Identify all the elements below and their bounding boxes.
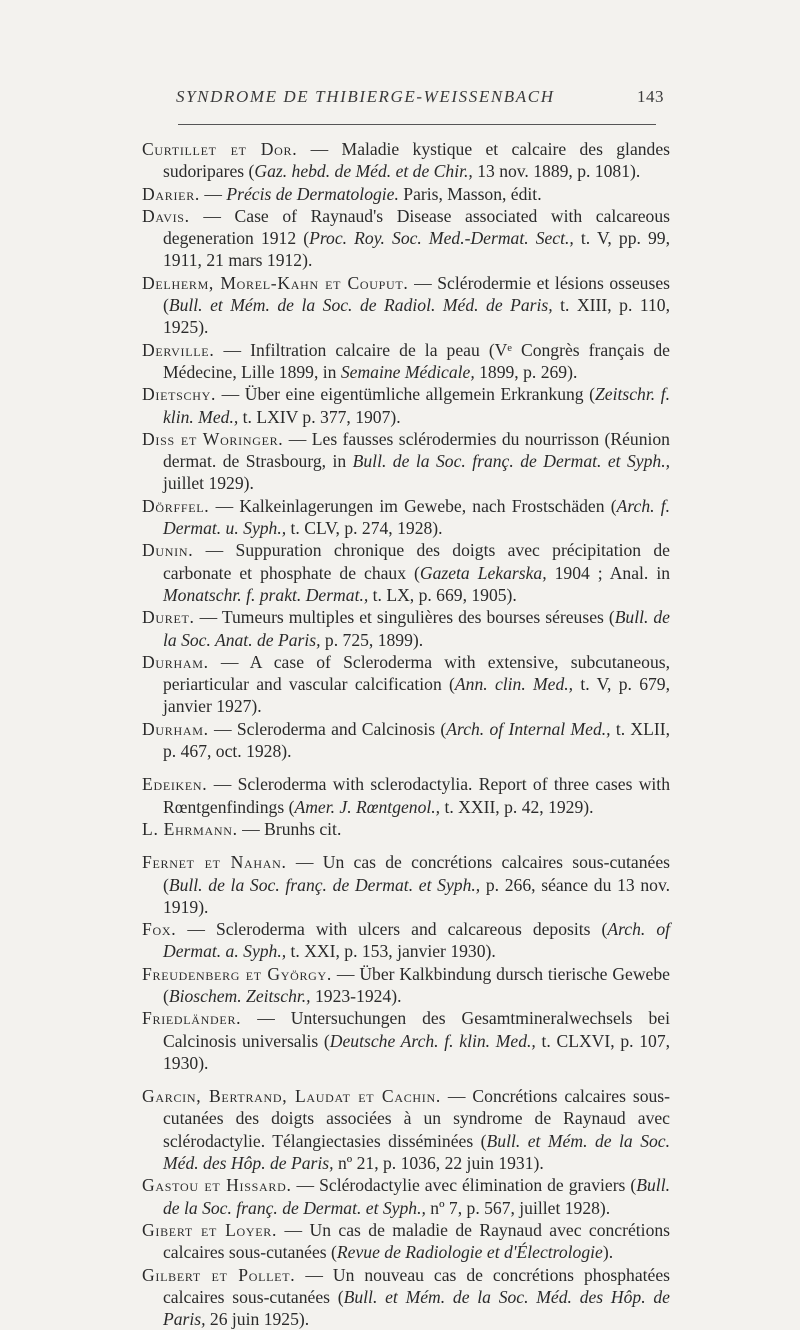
entry-authors: Dietschy. xyxy=(142,384,217,405)
entry-source: Amer. J. Rœntgenol., xyxy=(294,796,441,817)
entry-source: Arch. of Internal Med., xyxy=(446,718,611,739)
entry-text: t. XXII, p. 42, 1929). xyxy=(440,796,594,817)
entry-authors: Darier. xyxy=(142,183,201,204)
entry-source: Bull. et Mém. de la Soc. Méd. des Hôp. de Paris, xyxy=(163,1130,670,1174)
entry-source: Bull. et Mém. de la Soc. de Radiol. Méd. de Paris, xyxy=(168,295,553,316)
bibliography-entry xyxy=(142,1007,670,1074)
entry-text: t. XXI, p. 153, janvier 1930). xyxy=(286,941,496,962)
entry-source: Monatschr. f. prakt. Dermat., xyxy=(163,584,369,605)
entry-authors: Garcin, Bertrand, Laudat et Cachin. xyxy=(142,1086,441,1107)
entry-authors: Gastou et Hissard. xyxy=(142,1175,292,1196)
entry-authors: Dunin. xyxy=(142,540,194,561)
entry-authors: L. Ehrmann. xyxy=(142,818,238,839)
entry-authors: Fernet et Nahan. xyxy=(142,852,287,873)
entry-text: Paris, Masson, édit. xyxy=(398,183,542,204)
bibliography-entry xyxy=(142,606,670,651)
entry-source: Bull. de la Soc. franç. de Dermat. et Syph., xyxy=(163,1175,670,1218)
entry-text: t. CLXVI, p. 107, 1930). xyxy=(163,1030,671,1073)
entry-source: Bull. et Mém. de la Soc. Méd. des Hôp. de Paris, xyxy=(163,1286,670,1330)
entry-source: Bull. de la Soc. franç. de Dermat. et Syph., xyxy=(168,874,481,895)
entry-text: — Scleroderma and Calcinosis ( xyxy=(208,718,447,739)
bibliography-entry xyxy=(142,818,670,840)
bibliography-entry xyxy=(142,1219,670,1264)
entry-authors: Derville. xyxy=(142,339,215,360)
entry-text: — Maladie kystique et calcaire des glandes sudoripares ( xyxy=(163,139,670,182)
entry-authors: Friedländer. xyxy=(142,1008,242,1029)
entry-source: Revue de Radiologie et d'Électrologie xyxy=(336,1242,603,1263)
entry-text: — Scleroderma with ulcers and calcareous deposits ( xyxy=(176,919,608,940)
running-header xyxy=(176,87,664,107)
entry-source: Bioschem. Zeitschr., xyxy=(168,985,311,1006)
entry-text: t. XLII, p. 467, oct. 1928). xyxy=(163,718,671,762)
entry-text: — Kalkeinlagerungen im Gewebe, nach Frostschäden ( xyxy=(209,495,617,516)
entry-source: Semaine Médicale, xyxy=(340,361,475,382)
entry-text: 1899, p. 269). xyxy=(474,361,578,382)
bibliography-entry xyxy=(142,495,670,540)
entry-text: t. LX, p. 669, 1905). xyxy=(368,584,517,605)
entry-source: Bull. de la Soc. franç. de Dermat. et Syph., xyxy=(352,451,670,472)
entry-text: 1923-1924). xyxy=(310,985,402,1006)
entry-authors: Freudenberg et György. xyxy=(142,963,333,984)
entry-source: Bull. de la Soc. Anat. de Paris, xyxy=(163,607,670,650)
entry-text: — Case of Raynaud's Disease associated with calcareous degeneration 1912 ( xyxy=(163,205,670,249)
entry-text: p. 266, séance du 13 nov. 1919). xyxy=(163,874,671,917)
entry-text: t. V, pp. 99, 1911, 21 mars 1912). xyxy=(163,228,671,271)
entry-text: p. 725, 1899). xyxy=(320,629,424,650)
bibliography-entry xyxy=(142,138,670,183)
entry-authors: Davis. xyxy=(142,205,190,226)
entry-text: — Brunhs cit. xyxy=(237,818,342,839)
entry-text: — xyxy=(200,183,227,204)
bibliography-entry xyxy=(142,183,670,205)
entry-text: — Un nouveau cas de concrétions phosphatées calcaires sous-cutanées ( xyxy=(163,1264,670,1307)
entry-text: t. V, p. 679, janvier 1927). xyxy=(163,674,671,717)
bibliography-entry xyxy=(142,963,670,1008)
bibliography-entry xyxy=(142,1174,670,1219)
bibliography-list xyxy=(142,138,670,1330)
entry-authors: Dörffel. xyxy=(142,495,210,516)
bibliography-entry xyxy=(142,272,670,339)
entry-source: Précis de Dermatologie. xyxy=(226,183,399,204)
entry-text: — Scleroderma with sclerodactylia. Report of three cases with Rœntgenfindings ( xyxy=(163,774,670,817)
running-title: SYNDROME DE THIBIERGE-WEISSENBACH xyxy=(176,87,555,106)
bibliography-entry xyxy=(142,1264,670,1330)
entry-source: Gaz. hebd. de Méd. et de Chir., xyxy=(254,161,473,182)
bibliography-entry xyxy=(142,339,670,384)
entry-text: 13 nov. 1889, p. 1081). xyxy=(472,161,641,182)
bibliography-entry xyxy=(142,918,670,963)
entry-text: — Sclérodermie et lésions osseuses ( xyxy=(163,272,670,316)
entry-text: nº 7, p. 567, juillet 1928). xyxy=(425,1197,611,1218)
entry-text: — Un cas de maladie de Raynaud avec concrétions calcaires sous-cutanées ( xyxy=(163,1219,671,1263)
entry-authors: Gilbert et Pollet. xyxy=(142,1264,296,1285)
entry-source: Deutsche Arch. f. klin. Med., xyxy=(329,1030,536,1051)
page-number: 143 xyxy=(637,87,664,106)
entry-authors: Fox. xyxy=(142,919,177,940)
entry-text: — Sclérodactylie avec élimination de graviers ( xyxy=(291,1175,637,1196)
entry-authors: Duret. xyxy=(142,607,195,628)
bibliography-entry xyxy=(142,651,670,718)
entry-text: — Tumeurs multiples et singulières des bourses séreuses ( xyxy=(194,607,615,628)
entry-text: nº 21, p. 1036, 22 juin 1931). xyxy=(333,1153,544,1174)
header-rule xyxy=(178,124,656,125)
entry-text: t. CLV, p. 274, 1928). xyxy=(286,518,443,539)
entry-source: Proc. Roy. Soc. Med.-Dermat. Sect., xyxy=(309,228,574,249)
entry-source: Ann. clin. Med., xyxy=(454,674,574,695)
entry-source: Arch. of Dermat. a. Syph., xyxy=(163,919,670,962)
bibliography-entry xyxy=(142,773,670,818)
entry-text: — Untersuchungen des Gesamtmineralwechsels bei Calcinosis universalis ( xyxy=(163,1008,670,1051)
entry-source: Gazeta Lekarska, xyxy=(419,562,547,583)
entry-text: t. XIII, p. 110, 1925). xyxy=(163,295,670,338)
entry-authors: Diss et Woringer. xyxy=(142,428,284,449)
entry-text: — Concrétions calcaires sous-cutanées des doigts associées à un syndrome de Raynaud avec sclérodactylie. Télangiectasies disséminées ( xyxy=(163,1086,670,1151)
bibliography-entry xyxy=(142,1085,670,1174)
entry-text: 1904 ; Anal. in xyxy=(546,562,671,583)
bibliography-entry xyxy=(142,718,670,763)
entry-text: — A case of Scleroderma with extensive, subcutaneous, periarticular and vascular calcification ( xyxy=(163,651,670,695)
entry-text: juillet 1929). xyxy=(163,473,254,494)
bibliography-entry xyxy=(142,851,670,918)
bibliography-entry xyxy=(142,205,670,272)
entry-text: — Über Kalkbindung dursch tierische Gewebe ( xyxy=(163,963,670,1006)
entry-text: — Über eine eigentümliche allgemein Erkrankung ( xyxy=(216,384,596,405)
entry-source: Zeitschr. f. klin. Med., xyxy=(163,384,670,427)
entry-authors: Durham. xyxy=(142,651,209,672)
bibliography-entry xyxy=(142,428,670,495)
entry-text: — Suppuration chronique des doigts avec précipitation de carbonate et phosphate de chaux ( xyxy=(163,540,670,583)
bibliography-entry xyxy=(142,539,670,606)
entry-authors: Durham. xyxy=(142,718,209,739)
entry-text: — Un cas de concrétions calcaires sous-cutanées ( xyxy=(163,852,671,895)
entry-authors: Curtillet et Dor. xyxy=(142,139,298,159)
entry-authors: Gibert et Loyer. xyxy=(142,1219,278,1240)
entry-authors: Delherm, Morel-Kahn et Couput. xyxy=(142,272,409,293)
entry-authors: Edeiken. xyxy=(142,774,208,795)
entry-text: ). xyxy=(602,1242,614,1263)
entry-text: — Les fausses sclérodermies du nourrisson (Réunion dermat. de Strasbourg, in xyxy=(163,428,670,472)
entry-text: t. LXIV p. 377, 1907). xyxy=(238,406,401,427)
bibliography-entry xyxy=(142,383,670,428)
entry-source: Arch. f. Dermat. u. Syph., xyxy=(163,495,670,539)
entry-text: — Infiltration calcaire de la peau (Vᵉ Congrès français de Médecine, Lille 1899, in xyxy=(163,339,670,382)
entry-text: 26 juin 1925). xyxy=(205,1309,310,1330)
